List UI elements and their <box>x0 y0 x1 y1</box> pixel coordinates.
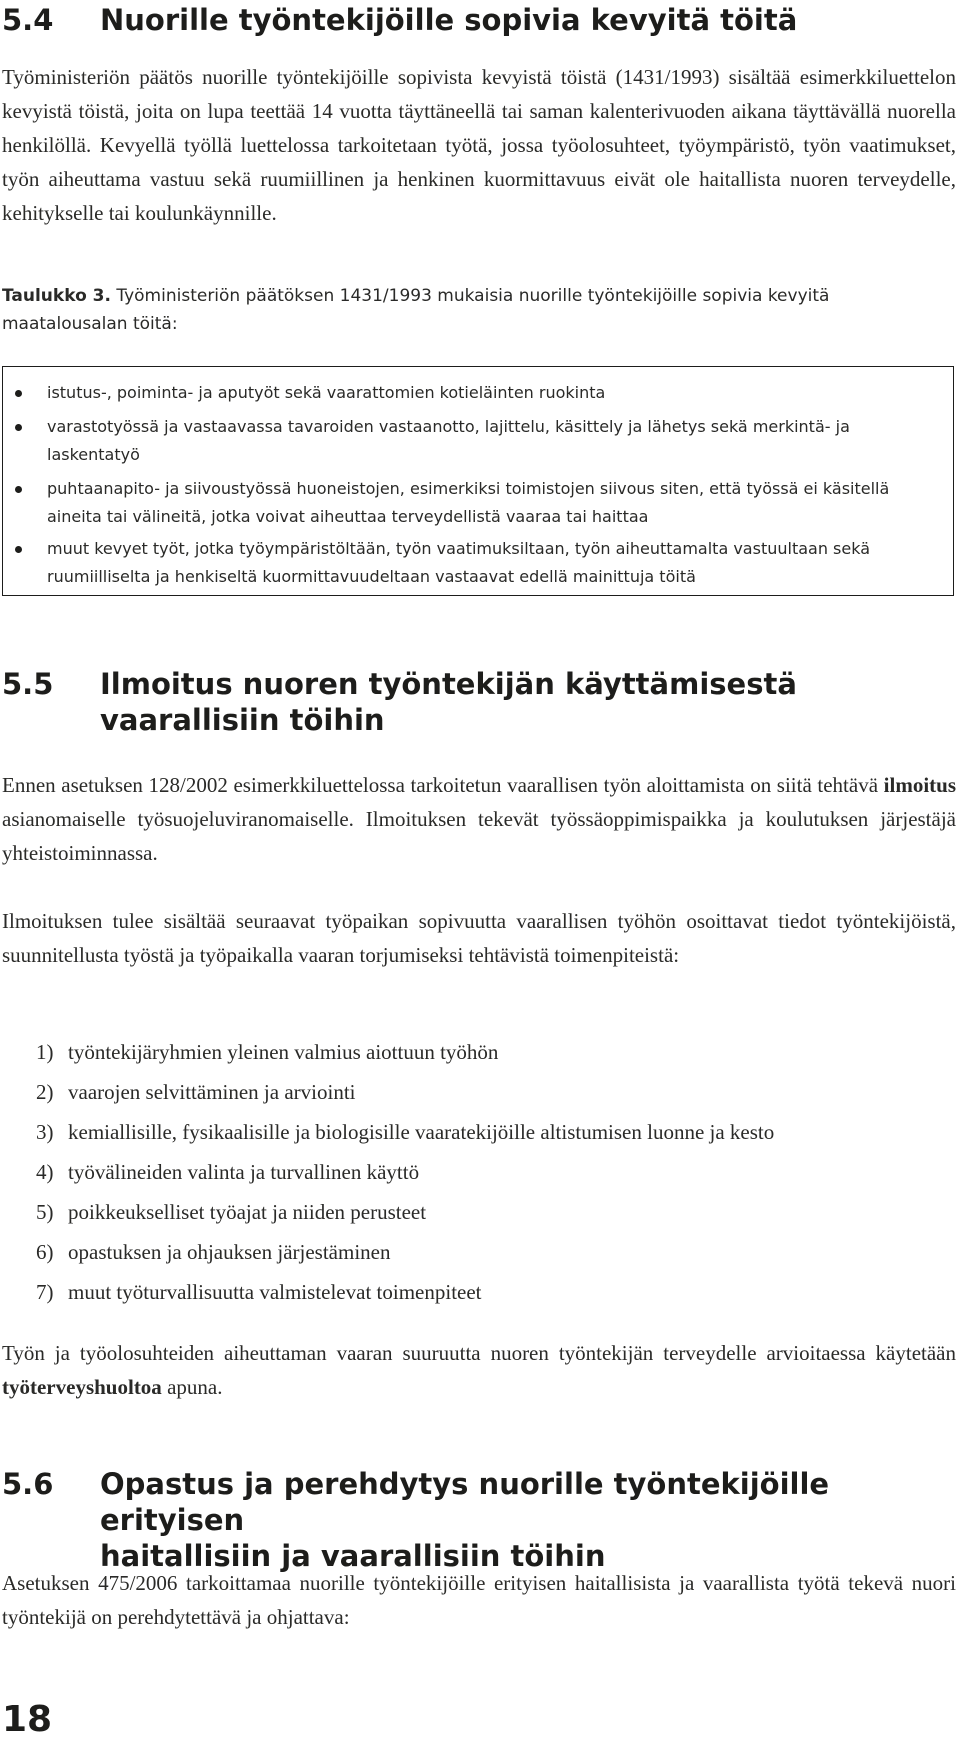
text-run: asianomaiselle työsuojeluviranomaiselle. Ilmoituksen tekevät työssäoppimispaikka ja koulutuksen järjestäjä yhteistoiminnassa. <box>2 807 956 865</box>
table-list-item-text: varastotyössä ja vastaavassa tavaroiden vastaanotto, lajittelu, käsittely ja lähetys sekä merkintä- ja laskentatyö <box>47 417 850 464</box>
table-3-box <box>2 366 954 596</box>
list-item-text: poikkeukselliset työajat ja niiden perusteet <box>68 1200 427 1224</box>
emphasis-text: työterveyshuoltoa <box>2 1375 162 1399</box>
bullet-icon <box>15 546 22 553</box>
table-list-item-text: istutus-, poiminta- ja aputyöt sekä vaarattomien kotieläinten ruokinta <box>47 383 606 402</box>
list-item <box>0 1232 950 1272</box>
bullet-icon <box>15 390 22 397</box>
section-5-4-paragraph: Työministeriön päätös nuorille työntekijöille sopivista kevyistä töistä (1431/1993) sisältää esimerkkiluettelon kevyistä töistä, joita on lupa teettää 14 vuotta täyttäneellä tai saman kalenterivuoden aikana täyttävällä nuorella henkilöllä. Kevyellä työllä luettelossa tarkoitetaan työtä, jossa työolosuhteet, työympäristö, työn vaatimukset, työn aiheuttama vastuu sekä ruumiillinen ja henkinen kuormittavuus eivät ole haitallista nuoren terveydelle, kehitykselle tai koulunkäynnille. <box>2 65 956 225</box>
list-item <box>0 1272 950 1312</box>
list-item-number: 3) <box>36 1120 54 1144</box>
section-title-line: Opastus ja perehdytys nuorille työntekijöille erityisen <box>100 1467 830 1537</box>
table-list-item <box>47 413 917 469</box>
list-item-number: 1) <box>36 1040 54 1064</box>
table-caption <box>2 282 952 338</box>
section-title-line: haitallisiin ja vaarallisiin töihin <box>100 1539 606 1573</box>
section-title-line: Ilmoitus nuoren työntekijän käyttämisestä <box>100 667 797 701</box>
section-5-5-paragraph-1 <box>2 768 956 870</box>
list-item <box>0 1032 950 1072</box>
section-5-5-paragraph-2: Ilmoituksen tulee sisältää seuraavat työpaikan sopivuutta vaarallisen työhön osoittavat tiedot työntekijöistä, suunnitellusta työstä ja työpaikalla vaaran torjumiseksi tehtävistä toimenpiteistä: <box>2 909 956 967</box>
list-item <box>0 1072 950 1112</box>
emphasis-text: ilmoitus <box>883 773 956 797</box>
list-item <box>0 1112 950 1152</box>
text-run: Ennen asetuksen 128/2002 esimerkkiluettelossa tarkoitetun vaarallisen työn aloittamista on siitä tehtävä <box>2 773 884 797</box>
list-item-text: kemiallisille, fysikaalisille ja biologisille vaaratekijöille altistumisen luonne ja kesto <box>68 1120 775 1144</box>
list-item-text: työvälineiden valinta ja turvallinen käyttö <box>68 1160 420 1184</box>
list-item-text: vaarojen selvittäminen ja arviointi <box>68 1080 356 1104</box>
text-run: apuna. <box>161 1375 223 1399</box>
table-list-item <box>47 535 917 591</box>
table-list-item-text: muut kevyet työt, jotka työympäristöltään, työn vaatimuksiltaan, työn aiheuttamalta vastuultaan sekä ruumiilliselta ja henkiseltä kuormittavuudeltaan vastaavat edellä mainittuja töitä <box>47 539 871 586</box>
table-list-item <box>47 379 917 407</box>
list-item-text: muut työturvallisuutta valmistelevat toimenpiteet <box>68 1280 482 1304</box>
list-item-text: työntekijäryhmien yleinen valmius aiottuun työhön <box>68 1040 499 1064</box>
table-label: Taulukko 3. <box>2 286 111 306</box>
list-item-number: 5) <box>36 1200 54 1224</box>
bullet-icon <box>15 486 22 493</box>
table-caption-text: Työministeriön päätöksen 1431/1993 mukaisia nuorille työntekijöille sopivia kevyitä maatalousalan töitä: <box>2 286 830 334</box>
list-item-text: opastuksen ja ohjauksen järjestäminen <box>68 1240 391 1264</box>
section-title <box>100 666 960 738</box>
list-item-number: 2) <box>36 1080 54 1104</box>
list-item-number: 4) <box>36 1160 54 1184</box>
page-number: 18 <box>2 1699 53 1740</box>
section-5-5-paragraph-3 <box>2 1336 956 1404</box>
table-list-item-text: puhtaanapito- ja siivoustyössä huoneistojen, esimerkiksi toimistojen siivous siten, että työssä ei käsitellä aineita tai välineitä, jotka voivat aiheuttaa terveydellistä vaaraa tai haittaa <box>47 479 890 526</box>
section-title: Nuorille työntekijöille sopivia kevyitä töitä <box>100 3 798 37</box>
text-run: Työn ja työolosuhteiden aiheuttaman vaaran suuruutta nuoren työntekijän terveydelle arvioitaessa käytetään <box>2 1341 956 1365</box>
numbered-list <box>0 1032 950 1312</box>
list-item <box>0 1152 950 1192</box>
list-item-number: 7) <box>36 1280 54 1304</box>
section-number: 5.5 <box>2 667 54 701</box>
section-title-line: vaarallisiin töihin <box>100 703 385 737</box>
section-5-6-paragraph: Asetuksen 475/2006 tarkoittamaa nuorille työntekijöille erityisen haitallisista ja vaarallista työtä tekevä nuori työntekijä on perehdytettävä ja ohjattava: <box>2 1571 956 1629</box>
bullet-icon <box>15 424 22 431</box>
table-list-item <box>47 475 917 531</box>
section-number: 5.6 <box>2 1467 54 1501</box>
section-title <box>100 1466 960 1574</box>
list-item <box>0 1192 950 1232</box>
list-item-number: 6) <box>36 1240 54 1264</box>
section-number: 5.4 <box>2 3 54 37</box>
